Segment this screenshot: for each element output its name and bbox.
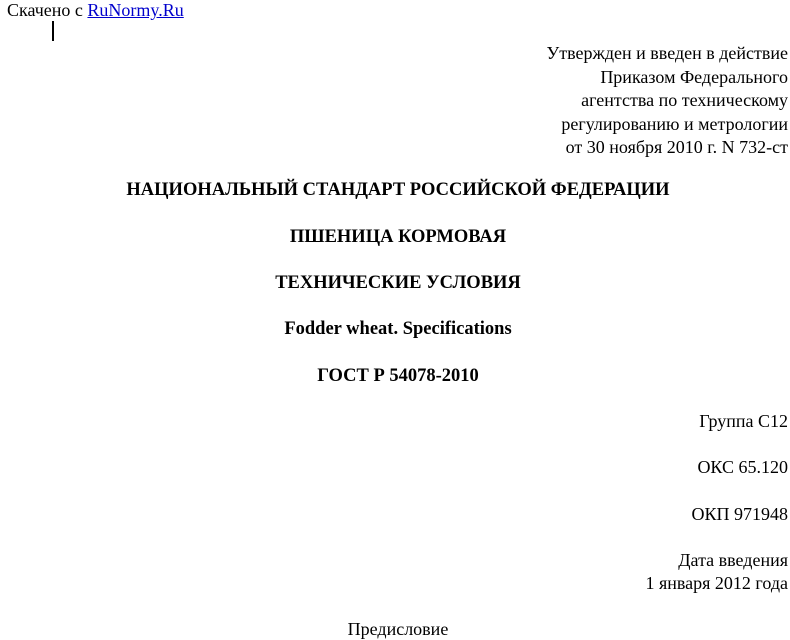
approval-line: Утвержден и введен в действие <box>546 43 788 63</box>
introduction-label: Дата введения <box>678 550 788 570</box>
group-code: Группа С12 <box>699 411 788 431</box>
technical-conditions-title: ТЕХНИЧЕСКИЕ УСЛОВИЯ <box>275 273 521 293</box>
english-title: Fodder wheat. Specifications <box>284 319 512 339</box>
source-prefix: Скачено с <box>7 0 88 20</box>
national-standard-title: НАЦИОНАЛЬНЫЙ СТАНДАРТ РОССИЙСКОЙ ФЕДЕРАЦИИ <box>126 180 670 200</box>
introduction-date-block <box>645 549 788 595</box>
okp-code: ОКП 971948 <box>691 504 788 524</box>
foreword-heading: Предисловие <box>347 619 449 639</box>
text-cursor <box>52 21 54 41</box>
oks-code: ОКС 65.120 <box>697 457 788 477</box>
introduction-date: 1 января 2012 года <box>645 573 788 593</box>
approval-block <box>388 42 788 160</box>
source-line <box>7 0 184 20</box>
product-title: ПШЕНИЦА КОРМОВАЯ <box>289 227 507 247</box>
gost-number: ГОСТ Р 54078-2010 <box>317 366 479 386</box>
source-link[interactable]: RuNormy.Ru <box>87 0 184 20</box>
approval-line: регулированию и метрологии <box>561 113 788 134</box>
approval-line: агентства по техническому <box>581 90 788 110</box>
approval-line: от 30 ноября 2010 г. N 732-ст <box>565 137 788 157</box>
approval-line: Приказом Федерального <box>600 66 788 87</box>
